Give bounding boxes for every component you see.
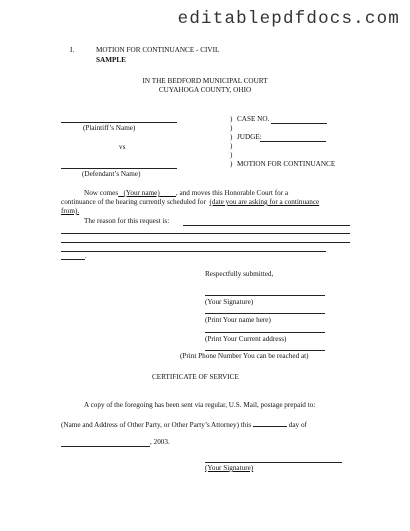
- reason-period: .: [85, 252, 87, 260]
- caption-paren: ): [230, 160, 233, 168]
- reason-line-3: [61, 242, 350, 243]
- reason-line-4: [61, 251, 326, 252]
- moves-text: , and moves this Honorable Court for a: [175, 189, 289, 197]
- case-number-line: [271, 123, 327, 124]
- certificate-title: CERTIFICATE OF SERVICE: [152, 373, 239, 381]
- your-name-blank: [118, 189, 176, 197]
- court-name: IN THE BEDFORD MUNICIPAL COURT: [142, 77, 268, 85]
- certificate-line-1: A copy of the foregoing has been sent via regular, U.S. Mail, postage prepaid to:: [84, 401, 316, 409]
- signature-label: (Your Signature): [205, 298, 254, 306]
- certificate-signature-line: [205, 462, 342, 463]
- signature-line: [205, 295, 325, 296]
- certificate-signature-label: (Your Signature): [205, 464, 254, 472]
- motion-label: MOTION FOR CONTINUANCE: [237, 160, 336, 168]
- section-numeral: I.: [70, 46, 75, 54]
- court-county: CUYAHOGA COUNTY, OHIO: [158, 86, 252, 94]
- versus-label: vs: [119, 143, 126, 151]
- your-name-placeholder: (Your name): [123, 189, 160, 197]
- reason-line-1: [183, 225, 350, 226]
- now-comes-text: Now comes: [84, 189, 119, 197]
- plaintiff-name-line: [61, 122, 177, 123]
- phone-line: [205, 350, 325, 351]
- day-of-text: day of: [288, 421, 307, 429]
- caption-paren: ): [230, 115, 233, 123]
- case-number-label: CASE NO.: [237, 115, 270, 123]
- judge-label: JUDGE:: [237, 133, 262, 141]
- certificate-line-2: [61, 420, 307, 430]
- defendant-label: (Defendant’s Name): [82, 170, 141, 178]
- date-placeholder-cont: from).: [61, 207, 80, 215]
- address-line: [205, 332, 325, 333]
- certificate-year: , 2003.: [150, 438, 170, 446]
- caption-paren: ): [230, 124, 233, 132]
- address-label: (Print Your Current address): [205, 335, 287, 343]
- respectfully-submitted: Respectfully submitted,: [205, 270, 274, 278]
- body-line-1: [84, 189, 288, 198]
- reason-label: The reason for this request is:: [84, 217, 170, 225]
- caption-paren: ): [230, 133, 233, 141]
- day-blank: [253, 420, 287, 427]
- continuance-text: continuance of the hearing currently scheduled for: [61, 198, 206, 206]
- judge-line: [260, 141, 326, 142]
- sample-label: SAMPLE: [96, 56, 126, 64]
- date-placeholder: (date you are asking for a continuance: [209, 198, 320, 206]
- reason-line-2: [61, 233, 350, 234]
- caption-paren: ): [230, 151, 233, 159]
- document-title: MOTION FOR CONTINUANCE - CIVIL: [96, 46, 220, 54]
- reason-line-5: [61, 259, 85, 260]
- defendant-name-line: [61, 168, 177, 169]
- body-line-2: [61, 198, 319, 207]
- site-watermark: editablepdfdocs.com: [177, 9, 400, 29]
- print-name-line: [205, 313, 325, 314]
- phone-label: (Print Phone Number You can be reached at): [180, 352, 309, 360]
- plaintiff-label: (Plaintiff’s Name): [83, 124, 136, 132]
- print-name-label: (Print Your name here): [205, 316, 271, 324]
- other-party-text: (Name and Address of Other Party, or Other Party’s Attorney) this: [61, 421, 252, 429]
- caption-paren: ): [230, 142, 233, 150]
- month-line: [61, 446, 150, 447]
